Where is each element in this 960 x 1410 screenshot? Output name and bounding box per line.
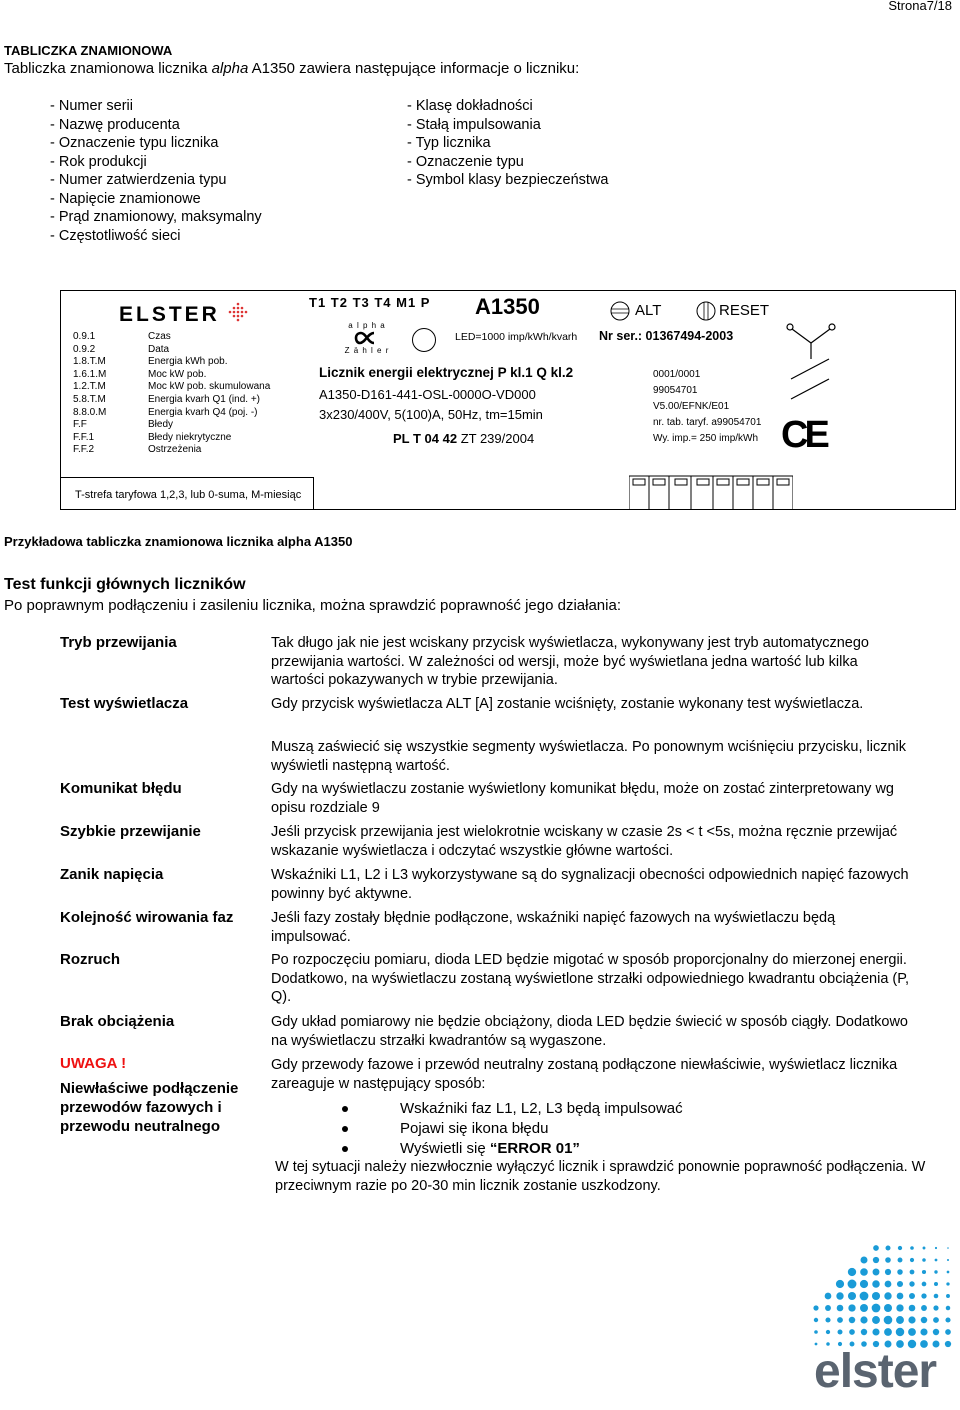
logo-dot bbox=[947, 1247, 949, 1249]
logo-dot bbox=[813, 1305, 818, 1310]
section-title: TABLICZKA ZNAMIONOWA bbox=[4, 43, 173, 58]
desc-startup: Po rozpoczęciu pomiaru, dioda LED będzie migotać w sposób proporcjonalny do mierzonej energii. Dodatkowo, na wyświetlaczu zostaną wyświetlone strzałki odpowiedniego kwadrantu obciążenia (P, Q). bbox=[271, 952, 910, 1005]
label-display-test: Test wyświetlacza bbox=[60, 695, 189, 712]
logo-dot bbox=[933, 1317, 939, 1323]
list-item: - Numer serii bbox=[50, 98, 133, 114]
label-no-load: Brak obciążenia bbox=[60, 1013, 175, 1030]
logo-dot bbox=[897, 1293, 904, 1300]
list-item: - Symbol klasy bezpieczeństwa bbox=[407, 172, 609, 188]
led-indicator-icon bbox=[411, 327, 437, 353]
desc-display-test: Gdy przycisk wyświetlacza ALT [A] zostanie wciśnięty, zostanie wykonany test wyświetlacza. bbox=[271, 696, 864, 712]
logo-dot bbox=[920, 1328, 927, 1335]
elster-brand-logo: ELSTER bbox=[119, 301, 250, 327]
logo-dot bbox=[861, 1329, 867, 1335]
logo-dot bbox=[886, 1246, 891, 1251]
logo-dot bbox=[861, 1257, 868, 1264]
logo-dot bbox=[860, 1292, 869, 1301]
logo-dot bbox=[873, 1257, 879, 1263]
nameplate-figure bbox=[60, 290, 956, 510]
info-list-left bbox=[50, 97, 262, 245]
logo-dot bbox=[898, 1258, 903, 1263]
logo-dot bbox=[922, 1270, 926, 1274]
page-number: Strona7/18 bbox=[888, 0, 952, 13]
logo-dot bbox=[814, 1330, 818, 1334]
logo-dot bbox=[946, 1282, 949, 1285]
alpha-symbol-icon bbox=[354, 330, 380, 346]
logo-dot bbox=[934, 1270, 937, 1273]
logo-dot bbox=[860, 1316, 867, 1323]
logo-dot bbox=[921, 1317, 928, 1324]
logo-dot bbox=[910, 1258, 914, 1262]
logo-dot bbox=[910, 1270, 915, 1275]
label-startup: Rozruch bbox=[60, 951, 120, 968]
logo-dot bbox=[933, 1305, 938, 1310]
label-phase-rotation: Kolejność wirowania faz bbox=[60, 909, 234, 926]
logo-dot bbox=[921, 1305, 927, 1311]
alt-button-icon bbox=[609, 300, 631, 322]
logo-dot bbox=[945, 1341, 951, 1347]
logo-dot bbox=[825, 1317, 830, 1322]
plate-divider bbox=[313, 477, 314, 510]
logo-dot bbox=[908, 1316, 915, 1323]
list-item: - Klasę dokładności bbox=[407, 98, 533, 114]
label-voltage-loss: Zanik napięcia bbox=[60, 866, 164, 883]
logo-dot bbox=[934, 1282, 938, 1286]
figure-caption: Przykładowa tabliczka znamionowa licznika alpha A1350 bbox=[4, 534, 353, 549]
dots-pattern-icon bbox=[808, 1240, 958, 1360]
logo-dot bbox=[872, 1280, 880, 1288]
logo-dot bbox=[848, 1268, 856, 1276]
logo-dot bbox=[897, 1269, 903, 1275]
list-item: Wyświetli się “ERROR 01” bbox=[400, 1140, 580, 1157]
logo-dot bbox=[849, 1317, 856, 1324]
logo-dot bbox=[947, 1271, 950, 1274]
desc-error-message: Gdy na wyświetlaczu zostanie wyświetlony komunikat błędu, może on zostać zinterpretowany wg opisu rozdziale 9 bbox=[271, 781, 894, 816]
logo-dot bbox=[921, 1293, 926, 1298]
logo-dot bbox=[826, 1330, 830, 1334]
logo-dot bbox=[836, 1292, 843, 1299]
meter-type: Licznik energii elektrycznej P kl.1 Q kl.2 bbox=[319, 365, 574, 380]
serial-number: Nr ser.: 01367494-2003 bbox=[599, 329, 734, 343]
desc-display-segments: Muszą zaświecić się wszystkie segmenty wyświetlacza. Po ponownym wciśnięciu przycisku, licznik wyświetli następną wartość. bbox=[271, 739, 906, 774]
logo-dot bbox=[884, 1304, 892, 1312]
bullet-icon bbox=[342, 1106, 348, 1112]
desc-voltage-loss: Wskaźniki L1, L2 i L3 wykorzystywane są do sygnalizacji obecności odpowiednich napięć fazowych powinny być aktywne. bbox=[271, 867, 909, 902]
obis-codes: 0.9.1 0.9.2 1.8.T.M 1.6.1.M 1.2.T.M 5.8.T.M 8.8.0.M F.F F.F.1 F.F.2 bbox=[73, 331, 107, 456]
logo-dot bbox=[946, 1306, 951, 1311]
alpha-zahler-logo: a l p h a Z ä h l e r bbox=[344, 321, 390, 355]
logo-dot bbox=[872, 1328, 879, 1335]
info-list-right bbox=[407, 97, 608, 190]
led-constant: LED=1000 imp/kWh/kvarh bbox=[455, 331, 578, 343]
label-fast-scroll: Szybkie przewijanie bbox=[60, 823, 201, 840]
logo-dot bbox=[922, 1282, 927, 1287]
logo-dot bbox=[825, 1293, 832, 1300]
meter-code: A1350-D161-441-OSL-0000O-VD000 bbox=[319, 387, 536, 402]
logo-dot bbox=[837, 1317, 843, 1323]
list-item: - Częstotliwość sieci bbox=[50, 227, 181, 244]
desc-wrong-wiring: Gdy przewody fazowe i przewód neutralny zostaną podłączone niewłaściwie, wyświetlacz licznika zareaguje w następujący sposób: bbox=[271, 1057, 898, 1092]
logo-dot bbox=[836, 1280, 844, 1288]
logo-dot bbox=[896, 1316, 904, 1324]
desc-fast-scroll: Jeśli przycisk przewijania jest wielokrotnie wciskany w czasie 2s < t <5s, można ręcznie przewijać wskazanie wyświetlacza i odczytać wszystkie główne wartości. bbox=[271, 824, 898, 859]
logo-dot bbox=[872, 1304, 881, 1313]
logo-dot bbox=[910, 1246, 914, 1250]
reset-label: RESET bbox=[719, 302, 770, 319]
logo-dot bbox=[848, 1292, 856, 1300]
logo-dot bbox=[873, 1245, 879, 1251]
logo-dot bbox=[908, 1328, 916, 1336]
reset-button-icon bbox=[695, 300, 717, 322]
logo-dot bbox=[947, 1259, 949, 1261]
list-item: - Nazwę producenta bbox=[50, 116, 180, 133]
logo-dot bbox=[884, 1292, 891, 1299]
list-item: - Oznaczenie typu bbox=[407, 153, 524, 170]
logo-dot bbox=[909, 1293, 915, 1299]
warning-label: UWAGA ! bbox=[60, 1055, 127, 1072]
alt-label: ALT bbox=[635, 302, 662, 319]
logo-dot bbox=[946, 1294, 950, 1298]
list-item: - Typ licznika bbox=[407, 135, 491, 151]
logo-dot bbox=[935, 1259, 938, 1262]
logo-dot bbox=[945, 1329, 951, 1335]
ce-mark: CE bbox=[781, 414, 826, 456]
three-phase-symbol-icon bbox=[783, 319, 839, 403]
final-warning-text: W tej sytuacji należy niezwłocznie wyłączyć licznik i sprawdzić ponownie poprawność podłączenia. W przeciwnym razie po 20-30 min licznik zostanie uszkodzony. bbox=[275, 1159, 926, 1194]
elster-corporate-logo: elster bbox=[808, 1240, 958, 1408]
list-item: - Stałą impulsowania bbox=[407, 116, 541, 133]
list-item: Wskaźniki faz L1, L2, L3 będą impulsować bbox=[400, 1100, 683, 1117]
list-item: - Numer zatwierdzenia typu bbox=[50, 172, 227, 188]
logo-dot bbox=[837, 1305, 844, 1312]
list-item: - Oznaczenie typu licznika bbox=[50, 135, 219, 151]
logo-dot bbox=[933, 1329, 939, 1335]
logo-dot bbox=[860, 1280, 868, 1288]
logo-dot bbox=[814, 1318, 818, 1322]
list-item: - Prąd znamionowy, maksymalny bbox=[50, 209, 262, 225]
logo-dot bbox=[885, 1269, 891, 1275]
terminal-block bbox=[629, 473, 793, 510]
logo-dot bbox=[945, 1317, 950, 1322]
logo-dot bbox=[849, 1329, 855, 1335]
logo-dot bbox=[825, 1305, 831, 1311]
logo-dot bbox=[884, 1316, 893, 1325]
tariff-indicators: T1 T2 T3 T4 M1 P bbox=[309, 295, 431, 310]
logo-dot bbox=[872, 1292, 880, 1300]
section-intro: Po poprawnym podłączeniu i zasileniu licznika, można sprawdzić poprawność jego działania: bbox=[4, 597, 621, 614]
list-item: - Rok produkcji bbox=[50, 153, 147, 170]
logo-dot bbox=[885, 1257, 891, 1263]
meter-parameters: 0001/0001 99054701 V5.00/EFNK/E01 nr. tab. taryf. a99054701 Wy. imp.= 250 imp/kWh bbox=[653, 369, 762, 444]
list-item: - Napięcie znamionowe bbox=[50, 190, 201, 207]
logo-dot bbox=[898, 1246, 902, 1250]
logo-dot bbox=[860, 1268, 868, 1276]
label-error-message: Komunikat błędu bbox=[60, 780, 182, 797]
intro-text: Tabliczka znamionowa licznika alpha A1350 zawiera następujące informacje o liczniku: bbox=[4, 60, 580, 77]
logo-dot bbox=[909, 1305, 916, 1312]
tariff-legend: T-strefa taryfowa 1,2,3, lub 0-suma, M-miesiąc bbox=[75, 489, 302, 501]
logo-dot bbox=[848, 1280, 857, 1289]
logo-dot bbox=[922, 1258, 926, 1262]
logo-dot bbox=[897, 1281, 903, 1287]
logo-dot bbox=[934, 1294, 939, 1299]
approval-number: PL T 04 42 ZT 239/2004 bbox=[393, 431, 535, 446]
logo-dot bbox=[896, 1304, 903, 1311]
label-wrong-wiring: Niewłaściwe podłączenie przewodów fazowych i przewodu neutralnego bbox=[60, 1080, 239, 1135]
bullet-icon bbox=[342, 1126, 348, 1132]
section-heading: Test funkcji głównych liczników bbox=[4, 576, 246, 593]
red-diamond-icon bbox=[226, 301, 250, 325]
desc-no-load: Gdy układ pomiarowy nie będzie obciążony, dioda LED będzie świecić w sposób ciągły. Dodatkowo na wyświetlaczu strzałki kwadrantów są wygaszone. bbox=[271, 1014, 908, 1049]
desc-phase-rotation: Jeśli fazy zostały błędnie podłączone, wskaźniki napięć fazowych na wyświetlaczu będą impulsować. bbox=[271, 910, 836, 945]
logo-dot bbox=[848, 1304, 855, 1311]
label-scroll-mode: Tryb przewijania bbox=[60, 634, 177, 651]
model-name: A1350 bbox=[475, 294, 540, 319]
obis-descriptions: Czas Data Energia kWh pob. Moc kW pob. Moc kW pob. skumulowana Energia kvarh Q1 (ind. +) Energia kvarh Q4 (poj. -) Błedy Błedy niekrytyczne Ostrzeżenia bbox=[148, 331, 271, 456]
logo-dot bbox=[923, 1247, 926, 1250]
desc-scroll-mode: Tak długo jak nie jest wciskany przycisk wyświetlacza, wykonywany jest tryb automatycznego przewijania wartości. W zależności od wersji, może być wyświetlana jedna wartość lub kilka wartości pokazywanych w trybie przewijania. bbox=[271, 635, 869, 688]
logo-dot bbox=[935, 1247, 937, 1249]
logo-dot bbox=[860, 1304, 868, 1312]
logo-dot bbox=[838, 1330, 843, 1335]
meter-ratings: 3x230/400V, 5(100)A, 50Hz, tm=15min bbox=[319, 407, 543, 422]
plate-divider bbox=[61, 477, 313, 478]
list-item: Pojawi się ikona błędu bbox=[400, 1120, 548, 1137]
logo-dot bbox=[872, 1316, 880, 1324]
logo-dot bbox=[884, 1328, 892, 1336]
logo-dot bbox=[896, 1328, 905, 1337]
bullet-icon bbox=[342, 1146, 348, 1152]
logo-dot bbox=[885, 1281, 892, 1288]
logo-dot bbox=[909, 1281, 914, 1286]
logo-dot bbox=[873, 1269, 880, 1276]
